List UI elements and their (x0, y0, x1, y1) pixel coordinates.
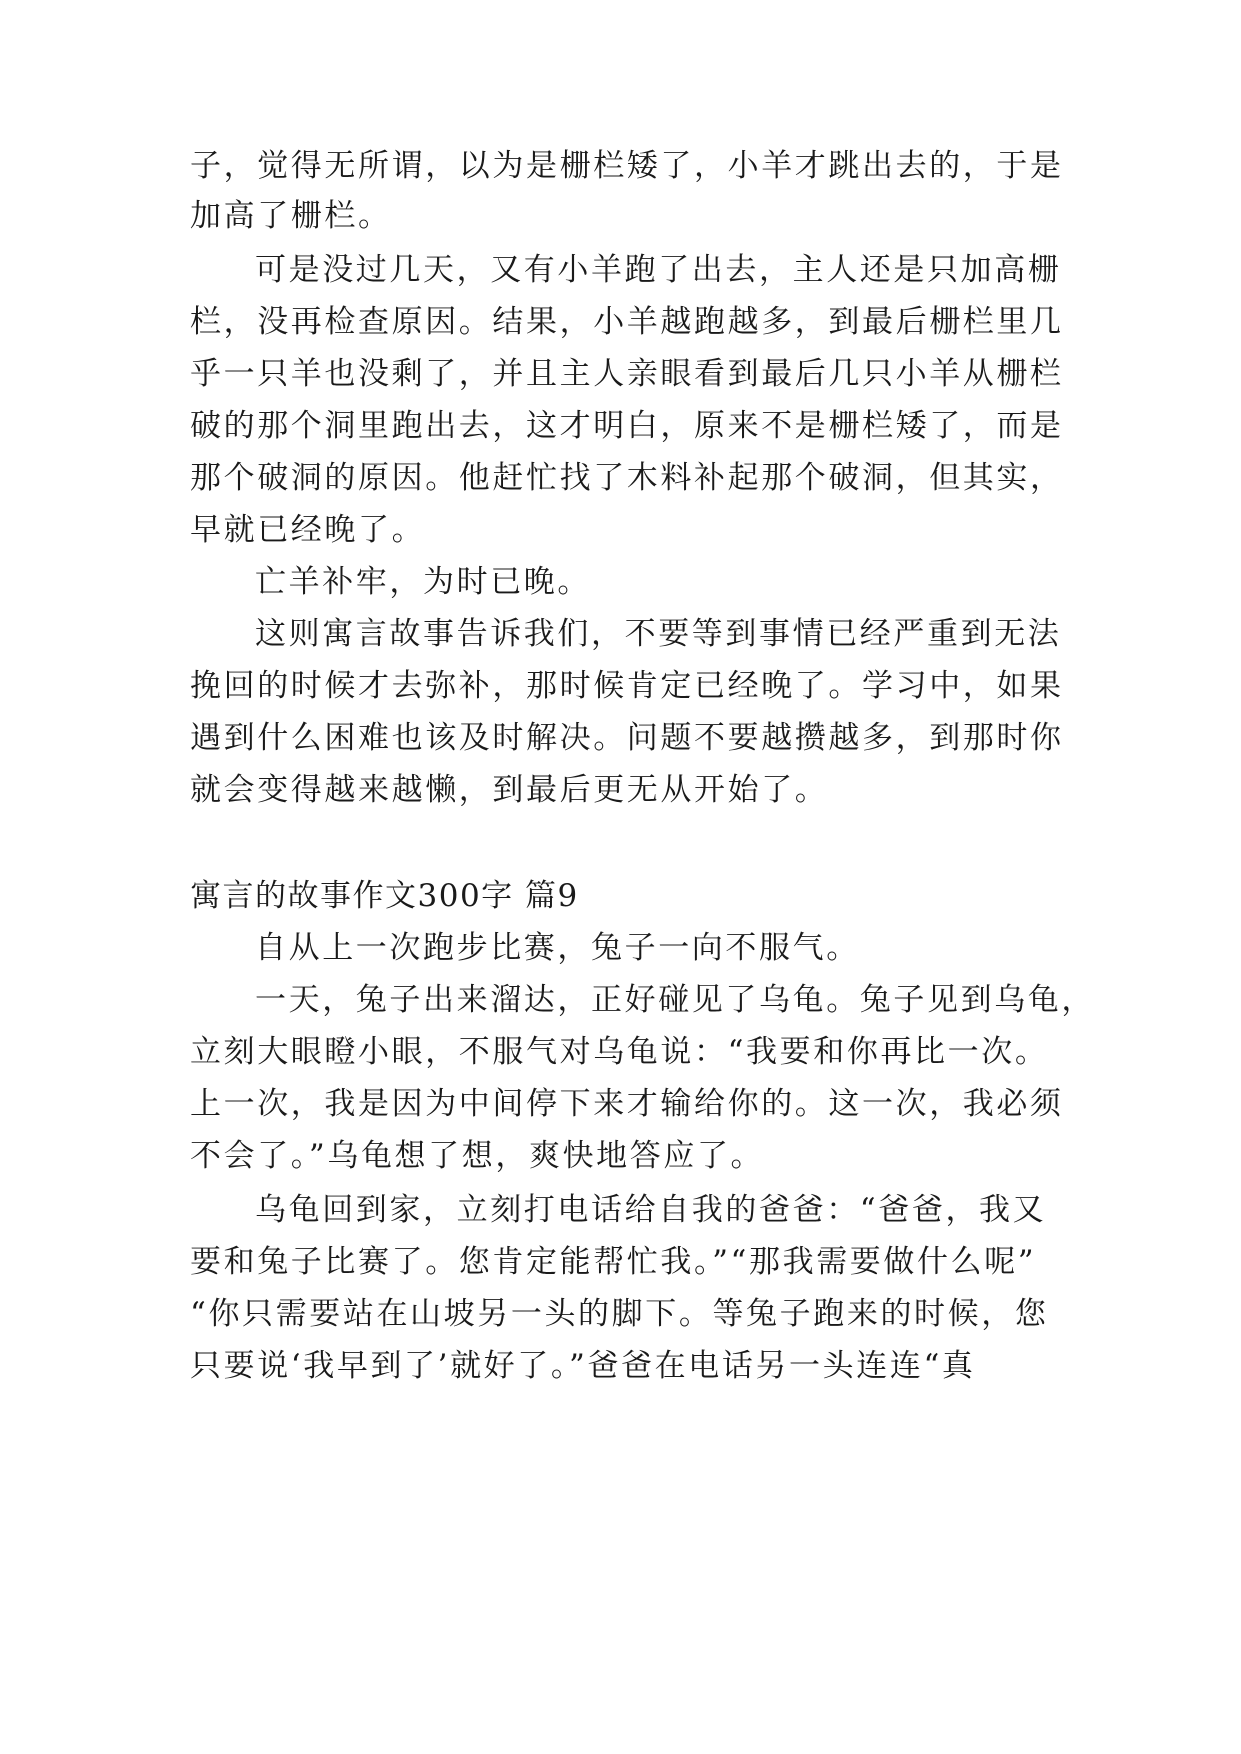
paragraph-line: 这则寓言故事告诉我们，不要等到事情已经严重到无法 (255, 616, 1062, 652)
paragraph-line: 不会了。”乌龟想了想，爽快地答应了。 (190, 1138, 765, 1174)
paragraph-line: 那个破洞的原因。他赶忙找了木料补起那个破洞，但其实， (190, 460, 1064, 496)
paragraph-line: 立刻大眼瞪小眼，不服气对乌龟说：“我要和你再比一次。 (190, 1034, 1049, 1070)
paragraph-line: 上一次，我是因为中间停下来才输给你的。这一次，我必须 (190, 1086, 1064, 1122)
paragraph-line: 只要说‘我早到了’就好了。”爸爸在电话另一头连连“真 (190, 1348, 976, 1384)
paragraph-line: 乎一只羊也没剩了，并且主人亲眼看到最后几只小羊从栅栏 (190, 356, 1064, 392)
paragraph-line: 就会变得越来越懒，到最后更无从开始了。 (190, 772, 829, 808)
paragraph-line: 早就已经晚了。 (190, 512, 426, 548)
paragraph-line: 遇到什么困难也该及时解决。问题不要越攒越多，到那时你 (190, 720, 1064, 756)
paragraph-line: “你只需要站在山坡另一头的脚下。等兔子跑来的时候，您 (190, 1296, 1049, 1332)
paragraph-line: 子，觉得无所谓，以为是栅栏矮了，小羊才跳出去的，于是 (190, 148, 1064, 184)
paragraph-line: 要和兔子比赛了。您肯定能帮忙我。”“那我需要做什么呢” (190, 1244, 1037, 1280)
section-heading: 寓言的故事作文300字 篇9 (190, 878, 579, 914)
paragraph-line: 一天，兔子出来溜达，正好碰见了乌龟。兔子见到乌龟， (255, 982, 1095, 1018)
paragraph-line: 加高了栅栏。 (190, 198, 392, 234)
paragraph-line: 亡羊补牢，为时已晚。 (255, 564, 591, 600)
paragraph-line: 自从上一次跑步比赛，兔子一向不服气。 (255, 930, 860, 966)
paragraph-line: 破的那个洞里跑出去，这才明白，原来不是栅栏矮了，而是 (190, 408, 1064, 444)
paragraph-line: 栏，没再检查原因。结果，小羊越跑越多，到最后栅栏里几 (190, 304, 1064, 340)
paragraph-line: 可是没过几天，又有小羊跑了出去，主人还是只加高栅 (255, 252, 1062, 288)
paragraph-line: 乌龟回到家，立刻打电话给自我的爸爸：“爸爸，我又 (255, 1192, 1047, 1228)
paragraph-line: 挽回的时候才去弥补，那时候肯定已经晚了。学习中，如果 (190, 668, 1064, 704)
